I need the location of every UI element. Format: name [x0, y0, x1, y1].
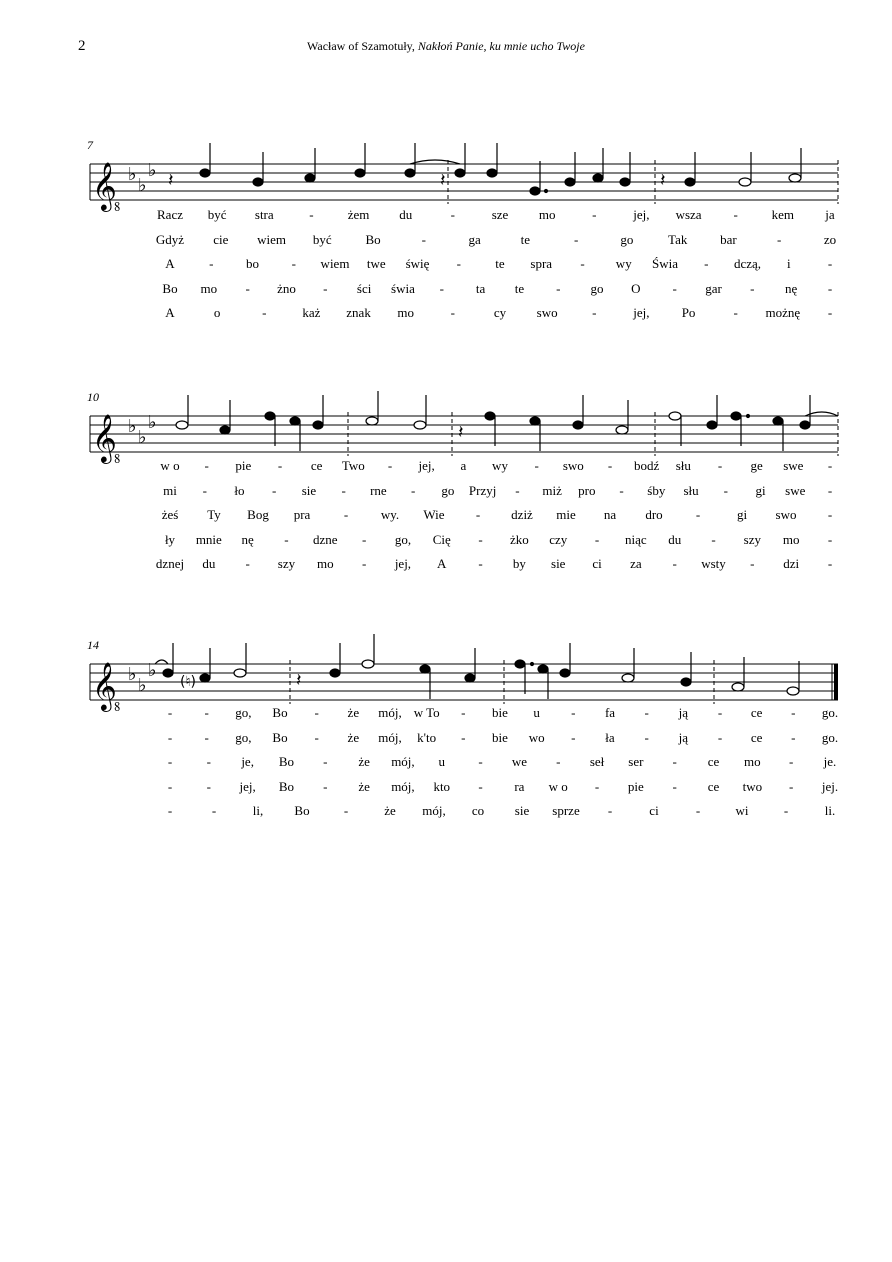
- lyric-syllable: -: [783, 803, 789, 818]
- lyric-syllable: -: [827, 531, 833, 547]
- lyric-syllable: -: [704, 256, 709, 271]
- lyric-syllable: go.: [821, 705, 839, 720]
- lyric-syllable: że: [347, 705, 360, 720]
- lyric-syllable: mój,: [378, 705, 402, 720]
- lyric-syllable: Racz: [157, 207, 183, 222]
- lyric-syllable: -: [478, 754, 483, 769]
- lyric-syllable: go,: [235, 729, 252, 745]
- lyric-syllable: -: [827, 256, 833, 271]
- lyric-syllable: kto: [433, 778, 451, 794]
- lyric-syllable: -: [284, 531, 289, 547]
- lyric-syllable: dczą,: [733, 256, 762, 271]
- lyric-syllable: A: [165, 305, 175, 320]
- svg-text:𝄽: 𝄽: [660, 170, 666, 191]
- lyric-syllable: go,: [394, 531, 412, 547]
- lyric-syllable: sie: [551, 556, 566, 571]
- lyric-syllable: -: [827, 556, 833, 571]
- lyric-syllable: te: [520, 231, 531, 247]
- svg-text:♭: ♭: [138, 427, 147, 448]
- lyric-syllable: -: [750, 280, 755, 296]
- lyric-syllable: słu: [675, 458, 691, 473]
- lyric-syllable: -: [206, 778, 211, 794]
- lyric-syllable: -: [791, 729, 796, 745]
- lyric-syllable: swe: [785, 482, 806, 498]
- lyric-syllable: du: [202, 556, 216, 571]
- lyric-syllable: wo: [528, 729, 545, 745]
- lyric-syllable: -: [167, 778, 173, 794]
- lyric-syllable: ge: [750, 458, 763, 473]
- lyric-syllable: nę: [241, 531, 254, 547]
- lyric-syllable: cy: [493, 305, 507, 320]
- lyric-syllable: jej,: [418, 458, 435, 473]
- svg-text:𝄽: 𝄽: [296, 670, 302, 691]
- lyric-syllable: je,: [241, 754, 254, 769]
- svg-text:𝄽: 𝄽: [440, 170, 446, 191]
- lyric-syllable: wiem: [257, 231, 286, 247]
- lyric-syllable: -: [204, 458, 209, 473]
- lyric-syllable: -: [750, 556, 755, 571]
- lyric-syllable: Bog: [247, 507, 269, 522]
- lyric-syllable: gi: [755, 482, 766, 498]
- lyric-syllable: -: [456, 256, 461, 271]
- lyric-syllable: Po: [681, 305, 696, 320]
- lyric-syllable: wy: [615, 256, 632, 271]
- lyric-syllable: żno: [277, 280, 296, 296]
- lyric-syllable: miż: [542, 482, 562, 498]
- lyric-syllable: Tak: [668, 231, 688, 247]
- lyric-syllable: A: [437, 556, 447, 571]
- svg-text:♭: ♭: [128, 664, 137, 685]
- lyric-syllable: go: [620, 231, 634, 247]
- lyric-syllable: mo: [538, 207, 556, 222]
- lyric-syllable: Bo: [294, 803, 310, 818]
- lyric-syllable: Wie: [423, 507, 445, 522]
- lyric-syllable: słu: [683, 482, 699, 498]
- lyric-syllable: -: [717, 458, 723, 473]
- lyric-syllable: -: [717, 729, 723, 745]
- lyric-syllable: Bo: [278, 754, 295, 769]
- treble-clef-8vb-icon: 𝄠: [92, 161, 121, 210]
- lyric-syllable: kem: [771, 207, 795, 222]
- lyric-syllable: -: [167, 754, 173, 769]
- lyric-syllable: bie: [492, 729, 508, 745]
- composer-name: Wacław of Szamotuły,: [307, 39, 418, 53]
- lyric-syllable: mnie: [195, 531, 222, 547]
- lyric-syllable: -: [723, 482, 728, 498]
- lyric-syllable: ce: [310, 458, 323, 473]
- lyric-syllable: -: [672, 280, 677, 296]
- measure-number: 7: [87, 138, 93, 152]
- lyric-syllable: ce: [707, 778, 720, 794]
- lyric-syllable: -: [711, 531, 716, 547]
- lyric-syllable: -: [478, 531, 483, 547]
- lyric-syllable: -: [202, 482, 207, 498]
- treble-clef-8vb-icon: 𝄠: [92, 413, 121, 462]
- lyric-syllable: stra: [254, 207, 274, 222]
- lyric-syllable: mój,: [391, 754, 415, 769]
- lyric-syllable: -: [695, 803, 701, 818]
- lyric-syllable: -: [827, 507, 833, 522]
- lyric-syllable: seł: [589, 754, 605, 769]
- lyric-syllable: -: [167, 705, 173, 720]
- lyric-syllable: sprze: [552, 803, 580, 818]
- lyric-syllable: -: [592, 305, 597, 320]
- lyric-syllable: go.: [821, 729, 839, 745]
- lyric-syllable: -: [361, 531, 367, 547]
- lyric-syllable: dzne: [313, 531, 338, 547]
- lyric-syllable: mi: [163, 482, 177, 498]
- svg-text:♭: ♭: [148, 412, 157, 433]
- lyric-syllable: -: [571, 729, 576, 745]
- piece-title: Nakłoń Panie, ku mnie ucho Twoje: [417, 39, 585, 53]
- lyric-syllable: -: [619, 482, 624, 498]
- lyric-syllable: -: [789, 754, 794, 769]
- lyric-syllable: -: [592, 207, 597, 222]
- lyric-syllable: Bo: [272, 705, 288, 720]
- lyric-syllable: bodź: [634, 458, 660, 473]
- lyric-syllable: możnę: [765, 305, 801, 320]
- lyric-syllable: te: [495, 256, 505, 271]
- lyric-syllable: pro: [578, 482, 596, 498]
- lyric-syllable: ło: [234, 482, 245, 498]
- lyric-syllable: swe: [783, 458, 804, 473]
- lyric-syllable: żem: [347, 207, 370, 222]
- lyric-syllable: gi: [736, 507, 748, 522]
- lyric-syllable: ją: [678, 705, 689, 720]
- lyric-syllable: swo: [536, 305, 558, 320]
- lyric-syllable: świa: [391, 280, 415, 296]
- lyric-syllable: -: [695, 507, 701, 522]
- lyric-syllable: ce: [750, 729, 763, 745]
- lyric-syllable: -: [343, 803, 349, 818]
- lyric-syllable: -: [167, 729, 173, 745]
- lyric-syllable: mo: [200, 280, 218, 296]
- lyric-syllable: -: [717, 705, 723, 720]
- lyric-syllable: wi: [735, 803, 749, 818]
- lyric-syllable: mo: [744, 754, 761, 769]
- lyric-syllable: li,: [252, 803, 264, 818]
- lyric-syllable: bar: [720, 231, 737, 247]
- lyric-syllable: że: [358, 754, 370, 769]
- lyric-syllable: ta: [475, 280, 486, 296]
- lyric-syllable: -: [571, 705, 576, 720]
- svg-text:♭: ♭: [138, 175, 147, 196]
- lyric-syllable: -: [314, 729, 319, 745]
- lyric-syllable: -: [556, 754, 561, 769]
- lyric-syllable: Two: [341, 458, 365, 473]
- lyric-syllable: gar: [705, 280, 722, 296]
- lyric-syllable: -: [421, 231, 427, 247]
- lyric-syllable: u: [438, 754, 445, 769]
- svg-text:♭: ♭: [148, 660, 157, 681]
- lyric-syllable: ce: [750, 705, 763, 720]
- lyric-syllable: mo: [397, 305, 415, 320]
- lyric-syllable: swo: [775, 507, 797, 522]
- lyric-syllable: ra: [514, 778, 525, 794]
- lyric-syllable: świę: [405, 256, 430, 271]
- lyric-syllable: -: [827, 458, 833, 473]
- lyric-syllable: -: [515, 482, 520, 498]
- lyric-syllable: w o: [548, 778, 568, 794]
- lyric-syllable: -: [204, 705, 209, 720]
- lyric-syllable: -: [343, 507, 349, 522]
- lyric-syllable: mój,: [378, 729, 402, 745]
- lyric-syllable: ser: [628, 754, 644, 769]
- lyric-syllable: -: [827, 482, 833, 498]
- lyric-syllable: du: [399, 207, 413, 222]
- lyric-syllable: co: [471, 803, 485, 818]
- lyric-syllable: ły: [164, 531, 176, 547]
- lyric-syllable: o: [213, 305, 221, 320]
- lyric-syllable: w To: [413, 705, 440, 720]
- lyric-syllable: -: [644, 705, 649, 720]
- lyric-syllable: -: [272, 482, 277, 498]
- lyric-syllable: -: [450, 207, 456, 222]
- svg-text:♭: ♭: [128, 416, 137, 437]
- lyric-syllable: -: [209, 256, 214, 271]
- lyric-syllable: -: [478, 556, 483, 571]
- lyric-syllable: ce: [707, 754, 720, 769]
- lyric-syllable: -: [204, 729, 209, 745]
- lyric-syllable: -: [607, 458, 613, 473]
- lyric-syllable: -: [594, 531, 600, 547]
- lyric-syllable: każ: [302, 305, 321, 320]
- lyric-syllable: mie: [556, 507, 576, 522]
- lyric-syllable: -: [733, 305, 738, 320]
- lyric-syllable: śby: [647, 482, 666, 498]
- lyric-syllable: -: [309, 207, 314, 222]
- lyric-syllable: jej,: [633, 305, 650, 320]
- lyric-syllable: mój,: [422, 803, 446, 818]
- lyric-syllable: w o: [160, 458, 180, 473]
- lyric-syllable: je.: [823, 754, 837, 769]
- lyric-syllable: du: [668, 531, 682, 547]
- lyric-syllable: Świa: [652, 256, 678, 271]
- lyric-syllable: -: [672, 556, 677, 571]
- lyric-syllable: wy: [492, 458, 508, 473]
- lyric-syllable: szy: [277, 556, 296, 571]
- lyric-syllable: -: [580, 256, 585, 271]
- lyric-syllable: znak: [346, 305, 371, 320]
- treble-clef-8vb-icon: 𝄠: [92, 661, 121, 710]
- lyric-syllable: jej,: [394, 556, 412, 571]
- lyric-syllable: -: [167, 803, 173, 818]
- lyric-syllable: we: [511, 754, 527, 769]
- lyric-syllable: -: [387, 458, 393, 473]
- lyric-syllable: i: [786, 256, 791, 271]
- lyric-syllable: by: [512, 556, 526, 571]
- lyric-syllable: -: [314, 705, 319, 720]
- lyric-syllable: ci: [592, 556, 602, 571]
- lyric-syllable: go,: [235, 705, 252, 720]
- lyric-syllable: żko: [510, 531, 529, 547]
- lyric-syllable: u: [533, 705, 540, 720]
- lyric-syllable: szy: [743, 531, 762, 547]
- svg-text:♭: ♭: [138, 675, 147, 696]
- lyric-syllable: -: [777, 231, 782, 247]
- lyric-syllable: a: [460, 458, 467, 473]
- lyric-syllable: dziż: [511, 507, 533, 522]
- lyric-syllable: na: [603, 507, 617, 522]
- lyric-syllable: -: [410, 482, 416, 498]
- lyric-syllable: wsty: [701, 556, 726, 571]
- lyric-syllable: Bo: [162, 280, 178, 296]
- lyric-syllable: zo: [823, 231, 837, 247]
- lyric-syllable: dznej: [155, 556, 185, 571]
- lyric-syllable: -: [277, 458, 283, 473]
- lyric-syllable: -: [791, 705, 796, 720]
- svg-text:𝄽: 𝄽: [458, 422, 464, 443]
- lyric-syllable: -: [361, 556, 367, 571]
- lyric-syllable: być: [207, 207, 227, 222]
- lyric-syllable: -: [291, 256, 296, 271]
- lyric-syllable: Cię: [432, 531, 451, 547]
- lyric-syllable: dzi: [783, 556, 800, 571]
- lyric-syllable: że: [384, 803, 396, 818]
- lyric-syllable: -: [672, 778, 677, 794]
- lyric-syllable: A: [165, 256, 175, 271]
- lyric-syllable: -: [478, 778, 483, 794]
- lyric-syllable: -: [644, 729, 649, 745]
- lyric-syllable: -: [323, 778, 328, 794]
- measure-number: 14: [87, 638, 99, 652]
- measure-number: 10: [87, 390, 99, 404]
- lyric-syllable: pra: [293, 507, 311, 522]
- lyric-syllable: że: [358, 778, 370, 794]
- lyric-syllable: -: [461, 705, 466, 720]
- lyric-syllable: -: [206, 754, 211, 769]
- lyric-syllable: sie: [514, 803, 530, 818]
- lyric-syllable: być: [312, 231, 332, 247]
- lyric-syllable: k'to: [417, 729, 437, 745]
- lyric-syllable: żeś: [161, 507, 179, 522]
- lyric-syllable: pie: [235, 458, 252, 473]
- lyric-syllable: niąc: [625, 531, 647, 547]
- lyric-syllable: -: [594, 778, 600, 794]
- lyric-syllable: -: [323, 280, 328, 296]
- lyric-syllable: -: [245, 556, 250, 571]
- svg-text:♭: ♭: [128, 164, 137, 185]
- lyric-syllable: wsza: [675, 207, 702, 222]
- svg-text:𝄽: 𝄽: [168, 170, 174, 191]
- lyric-syllable: twe: [366, 256, 386, 271]
- lyric-syllable: dro: [645, 507, 663, 522]
- lyric-syllable: go: [441, 482, 455, 498]
- lyric-syllable: mój,: [391, 778, 415, 794]
- lyric-syllable: -: [245, 280, 250, 296]
- lyric-syllable: -: [262, 305, 267, 320]
- lyric-syllable: jej.: [821, 778, 839, 794]
- lyric-syllable: ci: [649, 803, 659, 818]
- lyric-syllable: ją: [678, 729, 689, 745]
- lyric-syllable: rne: [370, 482, 387, 498]
- lyric-syllable: bo: [246, 256, 259, 271]
- lyric-syllable: ga: [468, 231, 481, 247]
- lyric-syllable: Przyj: [468, 482, 497, 498]
- lyric-syllable: -: [341, 482, 346, 498]
- lyric-syllable: O: [631, 280, 641, 296]
- lyric-syllable: mo: [316, 556, 334, 571]
- lyric-syllable: -: [827, 305, 833, 320]
- lyric-syllable: li.: [824, 803, 836, 818]
- lyric-syllable: jej,: [633, 207, 650, 222]
- lyric-syllable: mo: [782, 531, 800, 547]
- svg-text:♭: ♭: [148, 160, 157, 181]
- lyric-syllable: jej,: [239, 778, 256, 794]
- lyric-syllable: nę: [785, 280, 798, 296]
- lyric-syllable: -: [827, 280, 833, 296]
- lyric-syllable: Bo: [278, 778, 295, 794]
- page-number: 2: [78, 38, 86, 54]
- lyric-syllable: ści: [356, 280, 372, 296]
- lyric-syllable: -: [534, 458, 539, 473]
- lyric-syllable: -: [672, 754, 677, 769]
- lyric-syllable: te: [514, 280, 525, 296]
- lyric-syllable: pie: [627, 778, 644, 794]
- lyric-syllable: -: [607, 803, 613, 818]
- lyric-syllable: wiem: [320, 256, 350, 271]
- lyric-syllable: Ty: [207, 507, 221, 522]
- lyric-syllable: -: [789, 778, 794, 794]
- lyric-syllable: cie: [213, 231, 229, 247]
- lyric-syllable: swo: [562, 458, 584, 473]
- lyric-syllable: czy: [549, 531, 568, 547]
- lyric-syllable: bie: [492, 705, 508, 720]
- lyric-syllable: spra: [530, 256, 553, 271]
- lyric-syllable: -: [733, 207, 738, 222]
- lyric-syllable: fa: [604, 705, 616, 720]
- lyric-syllable: sie: [301, 482, 317, 498]
- lyric-syllable: za: [630, 556, 642, 571]
- lyric-syllable: Bo: [272, 729, 288, 745]
- lyric-syllable: sze: [491, 207, 509, 222]
- lyric-syllable: two: [742, 778, 763, 794]
- lyric-syllable: Bo: [365, 231, 381, 247]
- lyric-syllable: -: [556, 280, 561, 296]
- lyric-syllable: -: [461, 729, 466, 745]
- lyric-syllable: go: [590, 280, 604, 296]
- lyric-syllable: -: [439, 280, 444, 296]
- lyric-syllable: -: [211, 803, 217, 818]
- svg-text:(♮): (♮): [180, 674, 196, 690]
- lyric-syllable: -: [450, 305, 456, 320]
- lyric-syllable: ła: [605, 729, 615, 745]
- lyric-syllable: -: [475, 507, 481, 522]
- lyric-syllable: wy.: [380, 507, 400, 522]
- lyric-syllable: ja: [825, 207, 835, 222]
- lyric-syllable: -: [573, 231, 579, 247]
- lyric-syllable: że: [347, 729, 360, 745]
- lyric-syllable: Gdyż: [155, 231, 185, 247]
- lyric-syllable: -: [323, 754, 328, 769]
